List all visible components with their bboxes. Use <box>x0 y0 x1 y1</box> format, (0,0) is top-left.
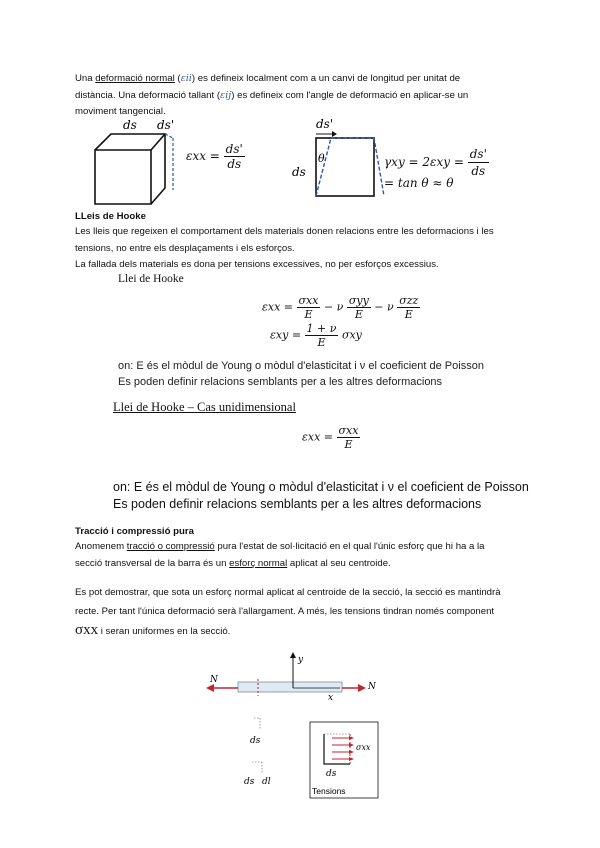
y-axis-arrow <box>290 652 296 658</box>
hooke-subtitle: Llei de Hooke <box>118 273 184 285</box>
force-right-label: N <box>368 682 376 692</box>
hooke-uni-title: Llei de Hooke – Cas unidimensional <box>113 400 296 414</box>
force-right-arrow <box>358 684 366 692</box>
y-axis-label: y <box>298 655 304 665</box>
intro-line-3: moviment tangencial. <box>75 106 166 117</box>
dl-label: dl <box>262 777 271 787</box>
tensions-sigma-label: σxx <box>356 743 371 752</box>
cube-front <box>95 150 151 204</box>
intro-paragraph <box>75 71 545 121</box>
hooke-note-1: on: E és el mòdul de Young o mòdul d'elasticitat i ν el coeficient de Poisson <box>118 360 484 372</box>
hooke-equation-2: εxy = $\frac{1 + \nu}{E}$ σxy <box>270 322 362 349</box>
hooke-note-2: Es poden definir relacions semblants per a les altres deformacions <box>118 376 443 388</box>
intro-line-1: Una deformació normal (εii) es defineix localment com a un canvi de longitud per unitat de <box>75 73 461 84</box>
hooke-equation-1: εxx = $\frac{\text{σxx}}{E}$ − ν $\frac{\text{σyy}}{E}$ − ν $\frac{\text{σzz}}{E}$ <box>262 294 419 321</box>
cube-ds-prime-label: ds' <box>157 118 175 132</box>
shear-theta-label: θ <box>318 152 325 165</box>
shear-square <box>316 138 374 196</box>
shear-arrowhead <box>332 131 337 137</box>
shear-tan-line: = tan θ ≈ θ <box>384 176 454 190</box>
normal-strain-equation: εxx = $\frac{ds'}{ds}$ <box>186 142 243 171</box>
tension-arrowhead-1 <box>349 736 354 740</box>
cube-top <box>95 134 165 150</box>
hooke-uni-note-2: Es poden definir relacions semblants per a les altres deformacions <box>113 497 482 511</box>
tension-arrowhead-4 <box>349 757 354 761</box>
hooke-paragraph: Les lleis que regeixen el comportament dels materials donen relacions entre les deformacions i les tensions, no entre els desplaçaments i els esforços. La fallada dels materials es dona per tensions excessives, no per esforços excessius. <box>75 226 494 270</box>
ds-label-2: ds <box>244 777 255 787</box>
deformacio-normal-link: deformació normal <box>95 73 175 84</box>
tension-arrows <box>332 736 354 761</box>
force-left-arrow <box>206 684 214 692</box>
tension-arrowhead-3 <box>349 750 354 754</box>
bar-figure <box>200 652 400 802</box>
force-left-label: N <box>210 675 218 685</box>
shear-ds-prime-label: ds' <box>316 118 334 131</box>
tension-arrowhead-2 <box>349 743 354 747</box>
traccio-paragraph-2: Es pot demostrar, que sota un esforç normal aplicat al centroide de la secció, la secció es mantindrà recte. Per tant l'única deformació serà l'allargament. A més, les tensions tindran només component σxx i seran uniformes en la secció. <box>75 587 501 638</box>
traccio-heading: Tracció i compressió pura <box>75 526 194 537</box>
hooke-uni-note-1: on: E és el mòdul de Young o mòdul d'elasticitat i ν el coeficient de Poisson <box>113 480 529 494</box>
tensions-ds-label: ds <box>326 769 337 779</box>
hooke-heading: LLeis de Hooke <box>75 211 146 222</box>
shear-strain-equation: γxy = 2εxy = $\frac{ds'}{ds}$ = tan θ ≈ θ <box>384 147 487 190</box>
cube-figure <box>85 118 195 208</box>
hooke-uni-equation: εxx = $\frac{\text{σxx}}{E}$ <box>302 424 359 451</box>
shear-figure <box>288 118 388 208</box>
cube-extension-dashed <box>165 134 173 138</box>
intro-line-2: distància. Una deformació tallant (εij) es defineix com l'angle de deformació en aplicar-se un <box>75 89 469 101</box>
ds-label-1: ds <box>250 736 261 746</box>
cube-ds-label: ds <box>123 118 137 132</box>
tensions-caption: Tensions <box>312 786 346 796</box>
cube-side <box>151 134 165 204</box>
bar-body <box>238 682 342 692</box>
traccio-paragraph: Anomenem tracció o compressió pura l'estat de sol·licitació en el qual l'únic esforç que hi ha a la secció transversal de la barra és un esforç normal aplicat al seu centroide. <box>75 541 485 569</box>
x-axis-label: x <box>328 693 334 703</box>
shear-ds-label: ds <box>292 165 306 179</box>
